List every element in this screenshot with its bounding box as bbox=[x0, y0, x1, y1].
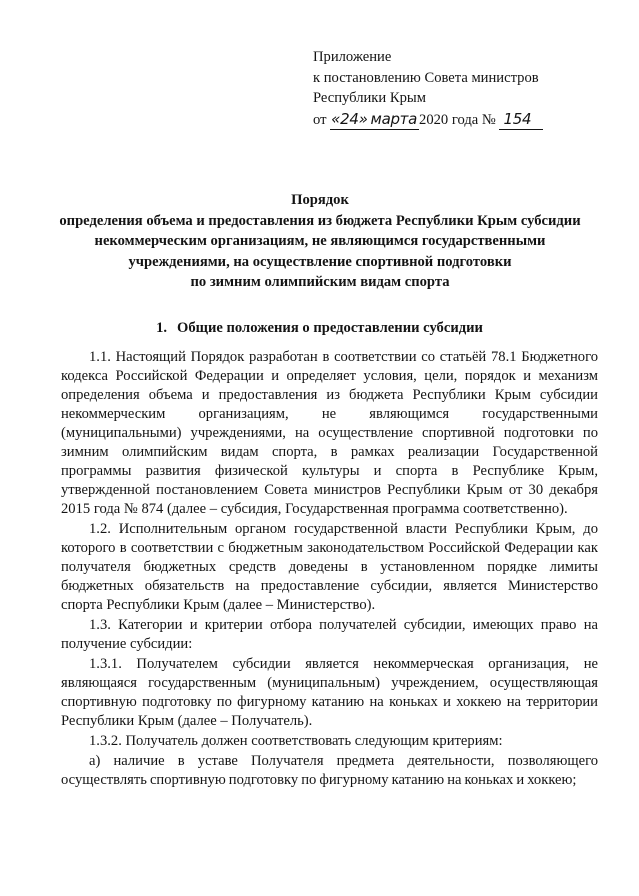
section-heading bbox=[0, 318, 639, 338]
appendix-republic-line: Республики Крым bbox=[313, 90, 426, 106]
appendix-date-line bbox=[313, 109, 613, 131]
title-line-3: некоммерческим организациям, не являющимся государственными bbox=[94, 233, 546, 249]
title-line-5: по зимним олимпийским видам спорта bbox=[190, 274, 450, 290]
title-heading: Порядок bbox=[291, 192, 349, 208]
appendix-block bbox=[313, 47, 613, 130]
document-body bbox=[61, 348, 598, 791]
paragraph-1-3: 1.3. Категории и критерии отбора получателей субсидии, имеющих право на получение субсидии: bbox=[61, 617, 598, 652]
year-text: 2020 года № bbox=[419, 111, 496, 128]
paragraph-a: а) наличие в уставе Получателя предмета деятельности, позволяющего осуществлять спортивную подготовку по фигурному катанию на коньках и хоккею; bbox=[61, 753, 598, 788]
paragraph-1-3-2: 1.3.2. Получатель должен соответствовать следующим критериям: bbox=[89, 733, 503, 749]
paragraph-1-3-1: 1.3.1. Получателем субсидии является некоммерческая организация, не являющаяся государственным (муниципальным) учреждением, осуществляющая спортивную подготовку по фигурному катанию на коньках и хоккею на территории Республики Крым (далее – Получатель). bbox=[61, 656, 598, 729]
paragraph-1-2: 1.2. Исполнительным органом государственной власти Республики Крым, до которого в соответствии с бюджетным законодательством Российской Федерации как получателя бюджетных средств доведены в установленном порядке лимиты бюджетных обязательств на предоставление субсидии, является Министерство спорта Республики Крым (далее – Министерство). bbox=[61, 521, 598, 613]
handwritten-month: марта bbox=[369, 109, 419, 131]
paragraph-1-1: 1.1. Настоящий Порядок разработан в соответствии со статьёй 78.1 Бюджетного кодекса Российской Федерации и определяет условия, цели, порядок и механизм определения объема и предоставления из бюджета Республики Крым субсидии некоммерческим организациям, не являющимся государственными (муниципальными) учреждениями, на осуществление спортивной подготовки по зимним олимпийским видам спорта, в рамках реализации Государственной программы развития физической культуры и спорта в Республике Крым, утвержденной постановлением Совета министров Республики Крым от 30 декабря 2015 года № 874 (далее – субсидия, Государственная программа соответственно). bbox=[61, 349, 598, 517]
section-number: 1. bbox=[156, 320, 168, 336]
title-line-4: учреждениями, на осуществление спортивной подготовки bbox=[128, 253, 512, 270]
section-title: Общие положения о предоставлении субсидии bbox=[177, 320, 483, 336]
document-title bbox=[40, 190, 600, 293]
handwritten-day: «24» bbox=[330, 109, 368, 131]
appendix-resolution-line: к постановлению Совета министров bbox=[313, 69, 539, 86]
from-label: от bbox=[313, 111, 327, 128]
handwritten-number: 154 bbox=[499, 109, 543, 131]
title-line-2: определения объема и предоставления из бюджета Республики Крым субсидии bbox=[59, 212, 581, 229]
appendix-label: Приложение bbox=[313, 49, 392, 65]
